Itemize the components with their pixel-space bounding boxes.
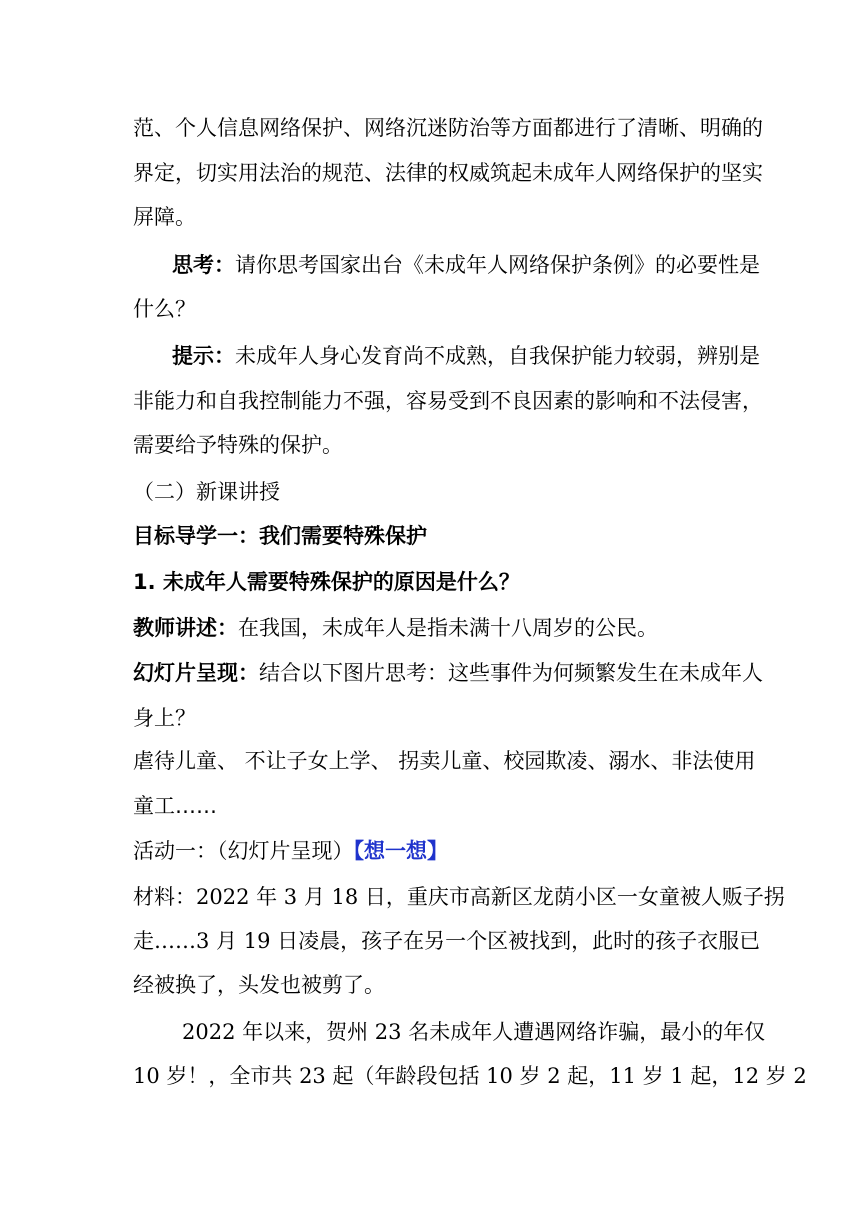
intro-line-3: 屏障。 (133, 205, 196, 229)
teacher-paragraph (133, 615, 733, 641)
fraud-line-1: 2022 年以来，贺州 23 名未成年人遭遇网络诈骗，最小的年仅 (182, 1020, 766, 1044)
hint-label: 提示： (172, 344, 235, 368)
activity-label: 活动一：（幻灯片呈现） (133, 839, 354, 863)
examples-line-1: 虐待儿童、 不让子女上学、 拐卖儿童、校园欺凌、溺水、非法使用 (133, 749, 756, 773)
intro-line-2: 界定，切实用法治的规范、法律的权威筑起未成年人网络保护的坚实 (133, 161, 763, 185)
slide-paragraph-line-1 (133, 660, 763, 686)
slide-text: 结合以下图片思考：这些事件为何频繁发生在未成年人 (259, 661, 763, 685)
material-line-3: 经被换了，头发也被剪了。 (133, 973, 385, 997)
activity-highlight: 【想一想】 (353, 839, 448, 863)
slide-label: 幻灯片呈现： (133, 661, 259, 685)
question-heading: 1. 未成年人需要特殊保护的原因是什么？ (133, 570, 520, 594)
hint-paragraph-line-2: 非能力和自我控制能力不强，容易受到不良因素的影响和不法侵害， (133, 389, 763, 413)
think-paragraph-line-1 (172, 252, 760, 278)
think-paragraph-line-2: 什么？ (133, 297, 196, 321)
hint-paragraph-line-3: 需要给予特殊的保护。 (133, 433, 343, 457)
teacher-text: 在我国，未成年人是指未满十八周岁的公民。 (238, 616, 658, 640)
slide-paragraph-line-2: 身上？ (133, 706, 196, 730)
teacher-label: 教师讲述： (133, 616, 238, 640)
examples-line-2: 童工…… (133, 794, 217, 818)
activity-line (133, 838, 733, 864)
fraud-line-2: 10 岁！，全市共 23 起（年龄段包括 10 岁 2 起，11 岁 1 起，12 岁 2 (133, 1064, 807, 1088)
think-text: 请你思考国家出台《未成年人网络保护条例》的必要性是 (235, 253, 760, 277)
material-line-1: 材料：2022 年 3 月 18 日，重庆市高新区龙荫小区一女童被人贩子拐 (133, 885, 785, 909)
section-heading: （二）新课讲授 (133, 480, 280, 504)
hint-paragraph-line-1 (172, 343, 760, 369)
material-line-2: 走……3 月 19 日凌晨，孩子在另一个区被找到，此时的孩子衣服已 (133, 929, 761, 953)
goal-heading: 目标导学一：我们需要特殊保护 (133, 524, 427, 548)
think-label: 思考： (172, 253, 235, 277)
hint-text: 未成年人身心发育尚不成熟，自我保护能力较弱，辨别是 (235, 344, 760, 368)
intro-line-1: 范、个人信息网络保护、网络沉迷防治等方面都进行了清晰、明确的 (133, 116, 763, 140)
